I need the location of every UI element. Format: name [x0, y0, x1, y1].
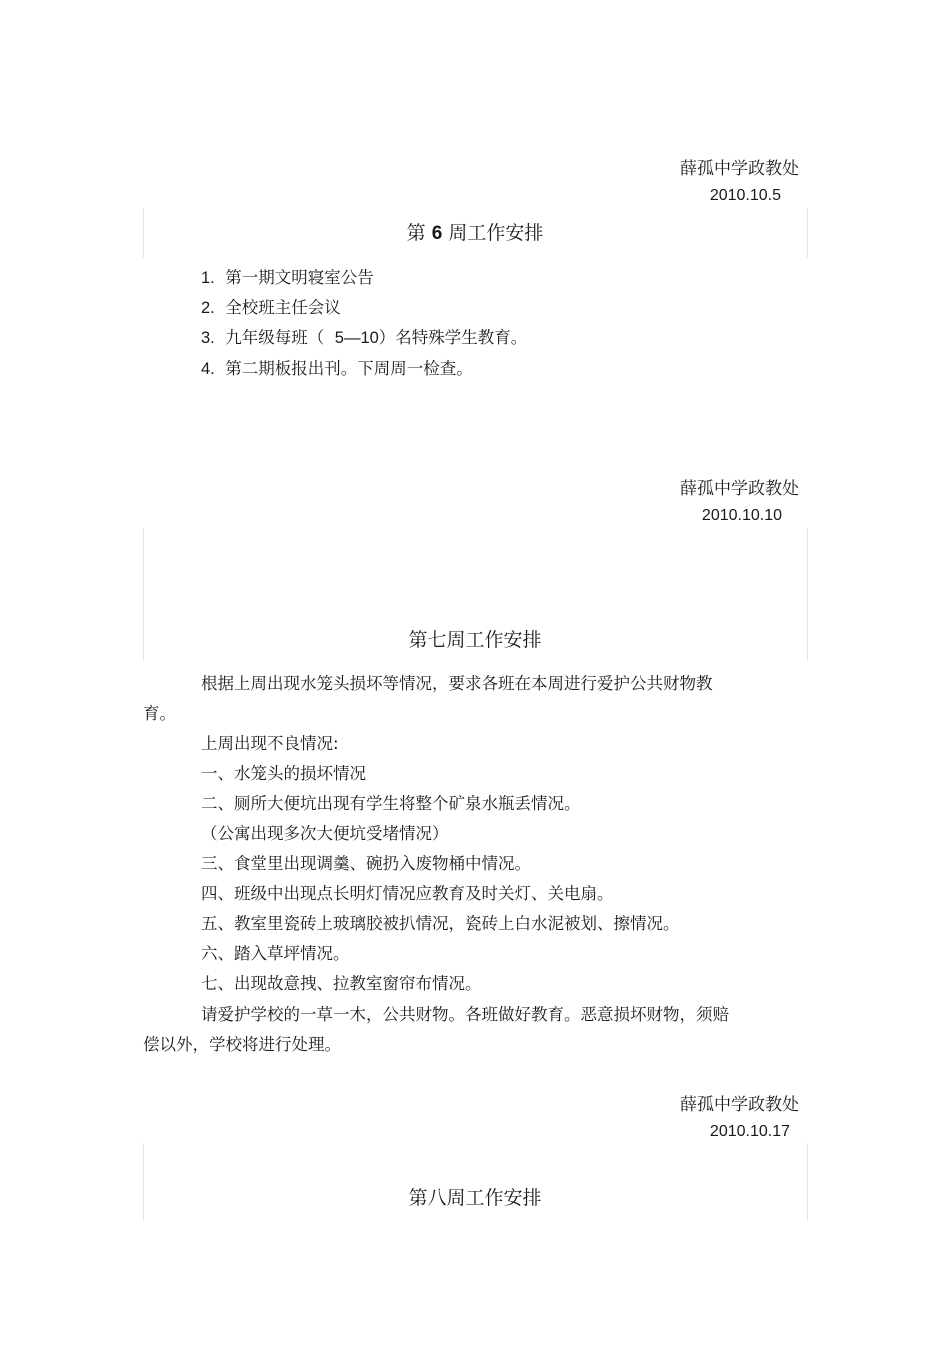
list-item: 五、教室里瓷砖上玻璃胶被扒情况，瓷砖上白水泥被划、擦情况。: [201, 914, 680, 933]
section-title: 第七周工作安排: [408, 629, 542, 651]
signature: 薛孤中学政教处: [680, 479, 799, 499]
item-text: 第一期文明寝室公告: [225, 268, 374, 287]
list-item: 三、食堂里出现调羹、碗扔入废物桶中情况。: [201, 854, 531, 873]
list-item: （公寓出现多次大便坑受堵情况）: [201, 824, 449, 843]
list-item: 六、踏入草坪情况。: [201, 944, 350, 963]
list-item: [201, 324, 527, 348]
signature: 薛孤中学政教处: [680, 1095, 799, 1115]
paragraph-line: 偿以外，学校将进行处理。: [143, 1035, 341, 1054]
title-prefix: 第: [406, 222, 426, 244]
item-number: 1.: [201, 269, 215, 287]
list-item: 七、出现故意拽、拉教室窗帘布情况。: [201, 974, 482, 993]
title-suffix: 周工作安排: [448, 222, 544, 244]
date: 2010.10.17: [709, 1123, 790, 1140]
item-text: 第二期板报出刊。下周周一检查。: [225, 359, 473, 378]
item-number: 2.: [201, 299, 215, 317]
list-item: 一、水笼头的损坏情况: [201, 764, 366, 783]
item-text: 九年级每班（: [225, 328, 325, 347]
list-item: 二、厕所大便坑出现有学生将整个矿泉水瓶丢情况。: [201, 794, 581, 813]
item-number: 3.: [201, 329, 215, 347]
paragraph-line: 育。: [143, 704, 176, 723]
section-title: 第八周工作安排: [408, 1187, 542, 1209]
paragraph-line: 上周出现不良情况:: [201, 734, 339, 753]
date: 2010.10.5: [709, 187, 781, 204]
list-item: [201, 294, 341, 318]
list-item: [201, 264, 374, 288]
signature: 薛孤中学政教处: [680, 159, 799, 179]
list-item: 四、班级中出现点长明灯情况应教育及时关灯、关电扇。: [201, 884, 614, 903]
list-item: [201, 355, 473, 379]
paragraph-line: 请爱护学校的一草一木，公共财物。各班做好教育。恶意损坏财物，须赔: [201, 1005, 729, 1024]
title-number: 6: [431, 223, 443, 244]
item-text: 全校班主任会议: [225, 298, 341, 317]
section-title: [0, 218, 950, 245]
date: 2010.10.10: [701, 507, 782, 524]
item-number: 4.: [201, 360, 215, 378]
item-text: 5—10）名特殊学生教育。: [334, 329, 528, 347]
paragraph-line: 根据上周出现水笼头损坏等情况，要求各班在本周进行爱护公共财物教: [201, 674, 713, 693]
